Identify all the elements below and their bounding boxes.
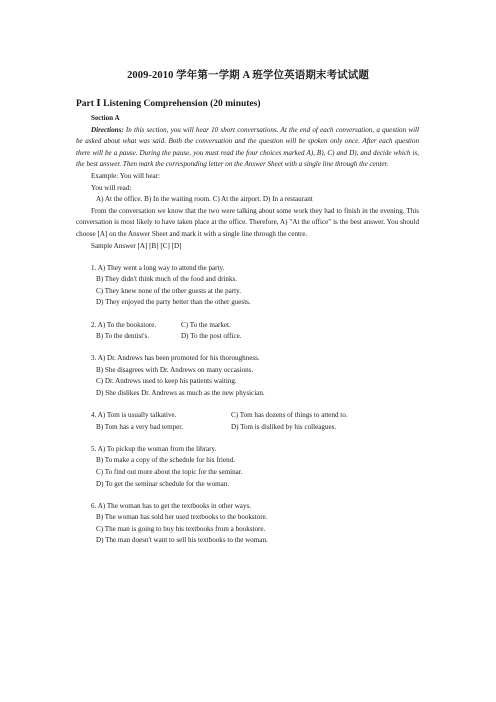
question-option: D) Tom is disliked by his colleagues. [231, 422, 337, 431]
example-hear: Example: You will hear: [91, 171, 160, 180]
question-3 [76, 353, 419, 399]
question-4 [76, 410, 419, 433]
question-option: D) To the post office. [181, 332, 242, 341]
question-option: B) To make a copy of the schedule for his friend. [96, 456, 236, 465]
question-option: B) The woman has sold her used textbooks to the bookstore. [96, 513, 268, 522]
question-option: D) The man doesn't want to sell his textbooks to the woman. [96, 536, 268, 545]
directions-paragraph [76, 125, 419, 171]
question-option: C) To the market. [181, 320, 231, 329]
question-option: B) They didn't think much of the food and drinks. [96, 275, 238, 284]
directions-text: In this section, you will hear 10 short conversations. At the end of each conversation, a question will be asked about what was said. Both the conversation and the question will be spoken only once. After each question there will be a pause. During the pause, you must read the four choices marked A), B), C) and D), and decide which is, the best answer. Then mark the corresponding letter on the Answer Sheet with a single line through the center. [76, 125, 419, 169]
question-option: 4. A) Tom is usually talkative. [91, 411, 177, 420]
example-explanation: From the conversation we know that the two were talking about some work they had to finish in the evening. This conversation is most likely to have taken place at the office. Therefore, A) "At the office" is the best answer. You should choose [A] on the Answer Sheet and mark it with a single line through the centre. [76, 206, 419, 238]
question-option: C) Dr. Andrews used to keep his patients waiting. [96, 377, 237, 386]
exam-title: 2009-2010 学年第一学期 A 班学位英语期末考试试题 [127, 70, 369, 81]
question-6 [76, 501, 419, 547]
question-option: 3. A) Dr. Andrews has been promoted for his thoroughness. [91, 354, 260, 363]
question-option: C) They knew none of the other guests at the party. [96, 286, 241, 295]
question-2 [76, 320, 419, 343]
directions-label: Directions: [91, 125, 124, 134]
question-option: 6. A) The woman has to get the textbooks in other ways. [91, 501, 252, 510]
question-5 [76, 444, 419, 490]
question-option: C) To find out more about the topic for the seminar. [96, 467, 243, 476]
question-1 [76, 263, 419, 309]
question-option: 2. A) To the bookstore. [91, 320, 157, 329]
document-body [76, 113, 419, 547]
part-heading: Part Ⅰ Listening Comprehension (20 minutes) [76, 99, 261, 109]
question-option: B) To the dentist's. [96, 332, 150, 341]
question-option: C) Tom has dozens of things to attend to. [231, 411, 348, 420]
section-heading: Section A [91, 114, 120, 122]
question-option: D) She dislikes Dr. Andrews as much as the new physician. [96, 388, 265, 397]
example-read: You will read: [91, 183, 132, 192]
question-option: 1. A) They went a long way to attend the party. [91, 263, 225, 272]
question-option: D) They enjoyed the party better than the other guests. [96, 298, 251, 307]
sample-answer: Sample Answer [A] [B] [C] [D] [91, 241, 182, 250]
question-option: B) Tom has a very bad temper. [96, 422, 184, 431]
question-option: 5. A) To pickup the woman from the library. [91, 444, 217, 453]
question-option: D) To get the seminar schedule for the woman. [96, 479, 230, 488]
question-option: C) The man is going to buy his textbooks from a bookstore. [96, 524, 266, 533]
question-option: B) She disagrees with Dr. Andrews on many occasions. [96, 365, 254, 374]
example-options: A) At the office. B) In the waiting room. C) At the airport. D) In a restaurant [96, 195, 313, 204]
